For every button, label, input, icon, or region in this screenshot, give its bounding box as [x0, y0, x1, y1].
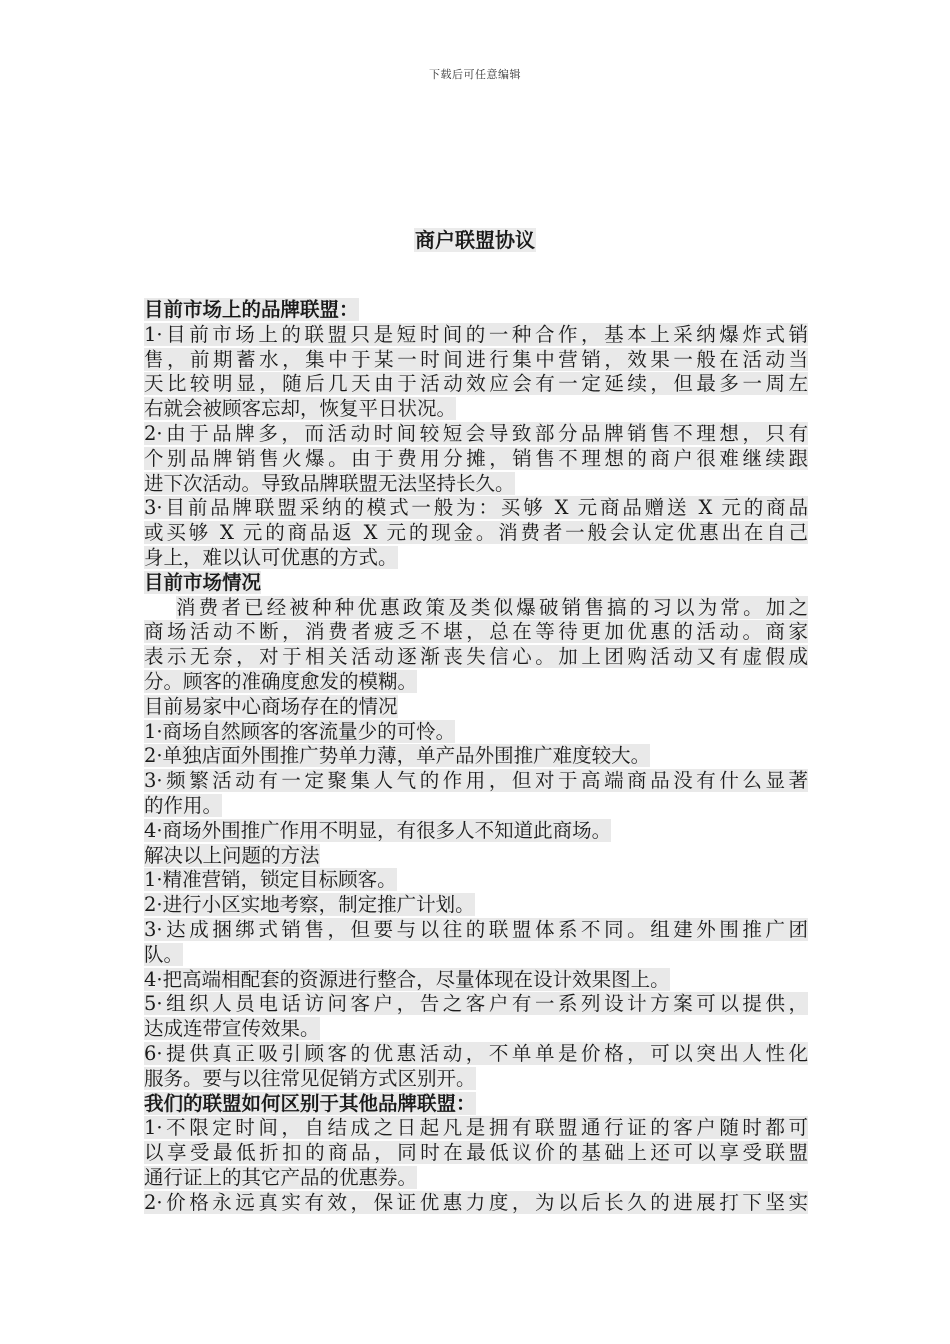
body-line: [144, 1191, 808, 1216]
body-line: [144, 893, 808, 918]
body-line: [144, 794, 808, 819]
line-text: 2·进行小区实地考察，制定推广计划。: [144, 893, 475, 917]
body-line: [144, 397, 808, 422]
line-text: 或买够 X 元的商品返 X 元的现金。消费者一般会认定优惠出在自己: [144, 521, 808, 545]
line-text: 个别品牌销售火爆。由于费用分摊，销售不理想的商户很难继续跟: [144, 446, 808, 470]
body-line: [144, 968, 808, 993]
line-text: 表示无奈，对于相关活动逐渐丧失信心。加上团购活动又有虚假成: [144, 645, 808, 669]
body-line: [144, 819, 808, 844]
document-title-text: 商户联盟协议: [415, 228, 535, 252]
line-text: 4·把高端相配套的资源进行整合，尽量体现在设计效果图上。: [144, 967, 670, 991]
line-text: 售，前期蓄水，集中于某一时间进行集中营销，效果一般在活动当: [144, 347, 808, 371]
line-text: 1·商场自然顾客的客流量少的可怜。: [144, 719, 456, 743]
line-text: 通行证上的其它产品的优惠券。: [144, 1165, 418, 1189]
body-line: [144, 472, 808, 497]
line-text: 达成连带宣传效果。: [144, 1017, 320, 1041]
body-line: [144, 695, 808, 720]
body-line: [144, 546, 808, 571]
section-heading: [144, 298, 808, 323]
line-text: 解决以上问题的方法: [144, 843, 320, 867]
line-text: 2·价格永远真实有效，保证优惠力度，为以后长久的进展打下坚实: [144, 1190, 808, 1214]
line-text: 的作用。: [144, 793, 223, 817]
body-line: [144, 769, 808, 794]
line-text: 我们的联盟如何区别于其他品牌联盟：: [144, 1091, 476, 1115]
body-line: [144, 1017, 808, 1042]
line-text: 5·组织人员电话访问客户，告之客户有一系列设计方案可以提供，: [144, 992, 808, 1016]
body-line: [144, 1141, 808, 1166]
line-text: 1·目前市场上的联盟只是短时间的一种合作，基本上采纳爆炸式销: [144, 322, 808, 346]
body-line: [144, 744, 808, 769]
line-text: 1·精准营销，锁定目标顾客。: [144, 868, 397, 892]
line-text: 2·单独店面外围推广势单力薄，单产品外围推广难度较大。: [144, 744, 651, 768]
line-text: 1·不限定时间，自结成之日起凡是拥有联盟通行证的客户随时都可: [144, 1116, 808, 1140]
line-text: 以享受最低折扣的商品，同时在最低议价的基础上还可以享受联盟: [144, 1141, 808, 1165]
line-text: 4·商场外围推广作用不明显，有很多人不知道此商场。: [144, 818, 612, 842]
section-heading: [144, 1092, 808, 1117]
body-line: [144, 1067, 808, 1092]
body-line: [144, 348, 808, 373]
line-text: 2·由于品牌多，而活动时间较短会导致部分品牌销售不理想，只有: [144, 421, 808, 445]
body-line: [144, 521, 808, 546]
body-line: [144, 868, 808, 893]
line-text: 天比较明显，随后几天由于活动效应会有一定延续，但最多一周左: [144, 372, 808, 396]
section-heading: [144, 571, 808, 596]
line-text: 3·达成捆绑式销售，但要与以往的联盟体系不同。组建外围推广团: [144, 917, 808, 941]
line-text: 分。顾客的准确度愈发的模糊。: [144, 669, 418, 693]
body-line: [144, 943, 808, 968]
page-header-note: 下载后可任意编辑: [429, 68, 521, 81]
body-line: [144, 323, 808, 348]
line-text: 6·提供真正吸引顾客的优惠活动，不单单是价格，可以突出人性化: [144, 1041, 808, 1065]
line-text: 3·目前品牌联盟采纳的模式一般为：买够 X 元商品赠送 X 元的商品: [144, 496, 808, 520]
line-text: 3·频繁活动有一定聚集人气的作用，但对于高端商品没有什么显著: [144, 769, 808, 793]
line-text: 队。: [144, 942, 184, 966]
line-text: 目前市场情况: [144, 570, 262, 594]
line-text: 进下次活动。导致品牌联盟无法坚持长久。: [144, 471, 515, 495]
document-body: [144, 298, 808, 1215]
line-text: 右就会被顾客忘却，恢复平日状况。: [144, 397, 457, 421]
body-line: [144, 372, 808, 397]
body-line: [144, 1042, 808, 1067]
line-text: 消费者已经被种种优惠政策及类似爆破销售搞的习以为常。加之: [176, 595, 808, 619]
body-line: [144, 620, 808, 645]
body-line: [144, 670, 808, 695]
body-line: [144, 422, 808, 447]
line-text: 目前市场上的品牌联盟：: [144, 298, 359, 321]
body-line: [144, 992, 808, 1017]
body-line: [144, 1116, 808, 1141]
line-text: 服务。要与以往常见促销方式区别开。: [144, 1066, 476, 1090]
line-text: 商场活动不断，消费者疲乏不堪，总在等待更加优惠的活动。商家: [144, 620, 808, 644]
body-line: [144, 447, 808, 472]
body-line: [144, 1166, 808, 1191]
body-line: [144, 918, 808, 943]
document-title: [0, 224, 950, 253]
body-line: [144, 596, 808, 621]
body-line: [144, 496, 808, 521]
body-line: [144, 720, 808, 745]
body-line: [144, 645, 808, 670]
line-text: 目前易家中心商场存在的情况: [144, 694, 398, 718]
line-text: 身上，难以认可优惠的方式。: [144, 545, 398, 569]
body-line: [144, 844, 808, 869]
